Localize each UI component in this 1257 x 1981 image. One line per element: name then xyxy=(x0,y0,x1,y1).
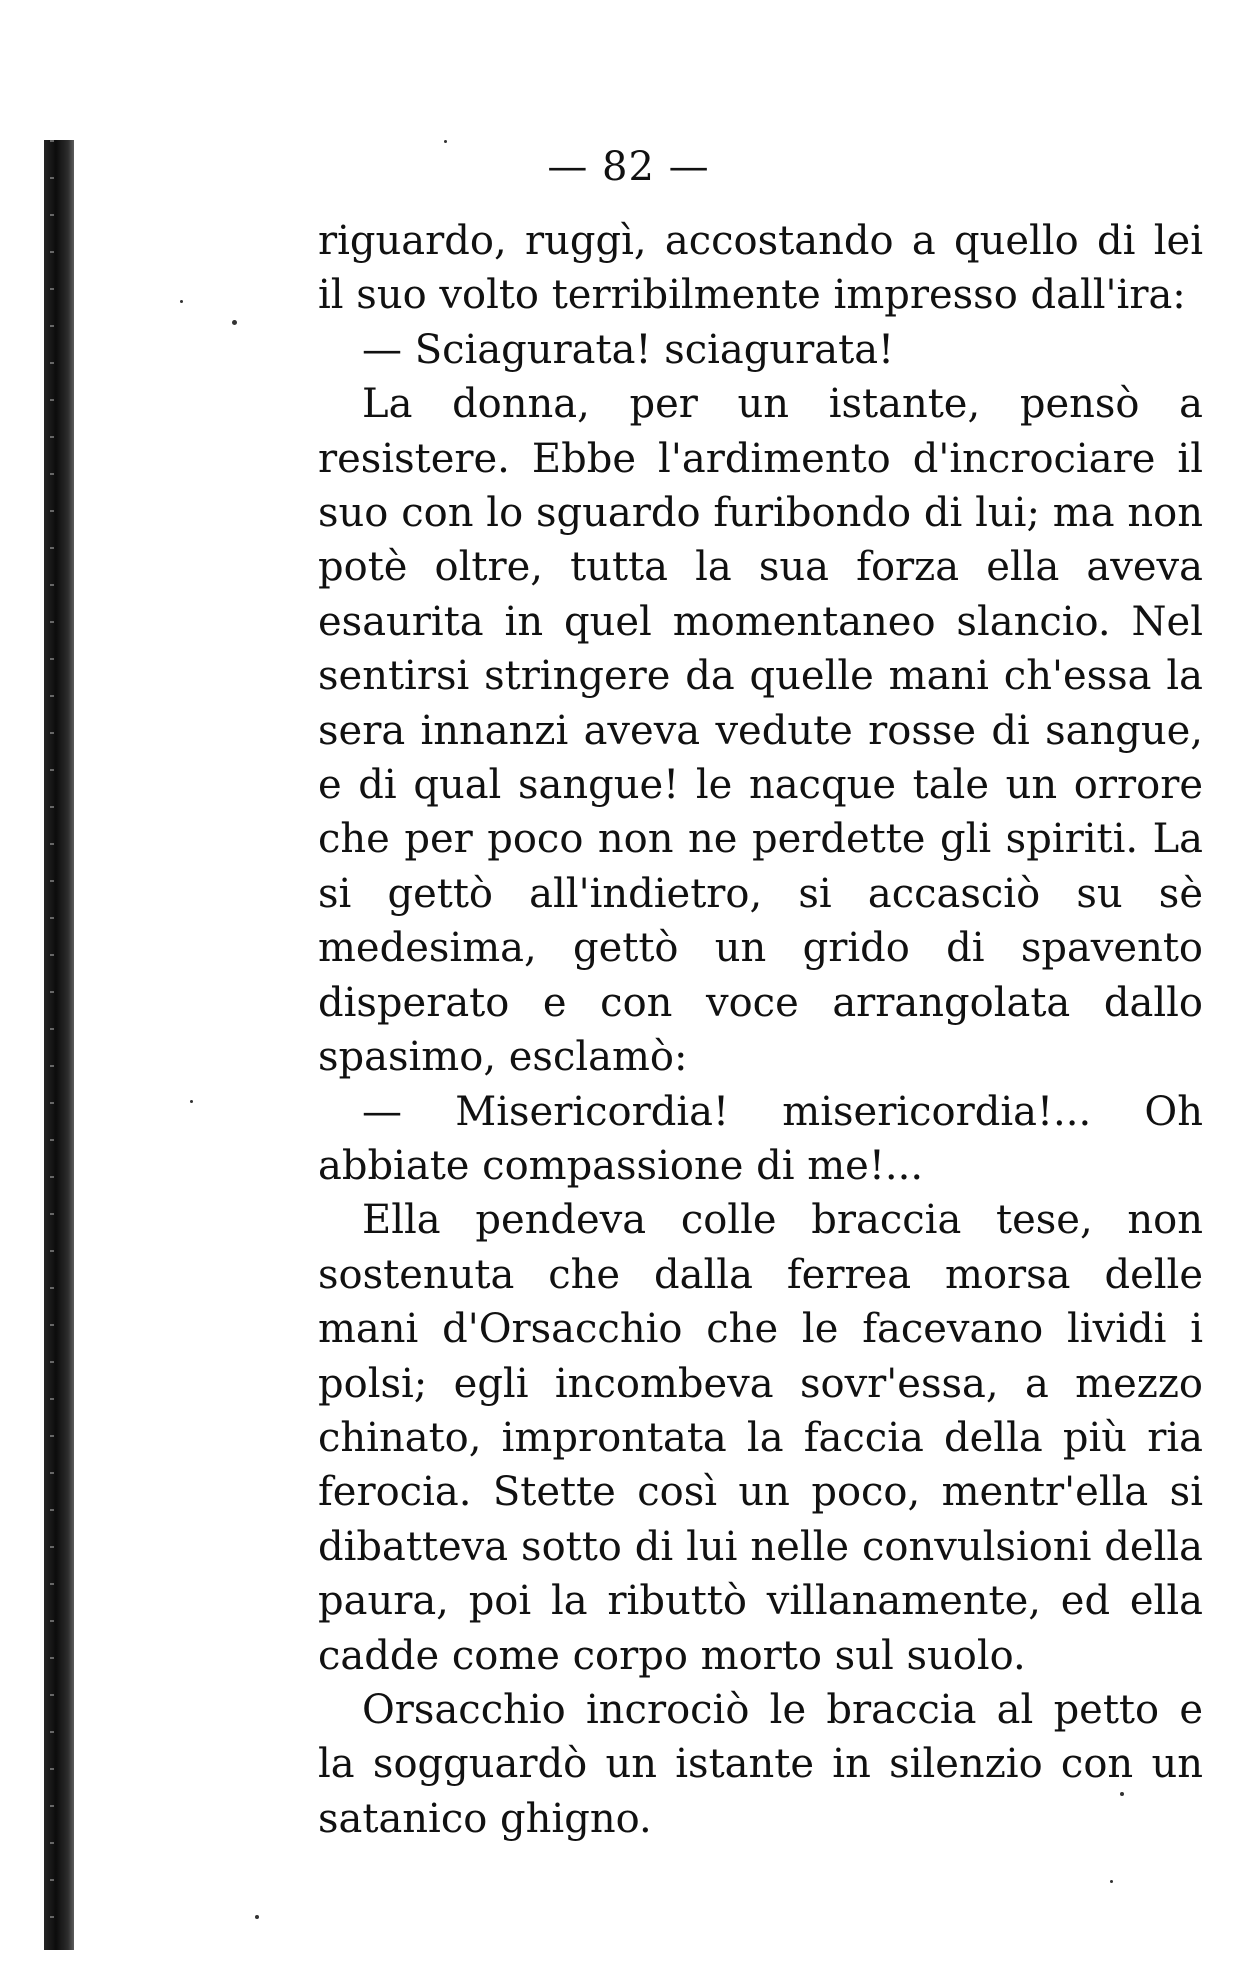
paragraph: riguardo, ruggì, accostando a quello di lei il suo volto terribilmente impresso dall'ira: xyxy=(318,218,1203,319)
paragraph: Orsacchio incrociò le braccia al petto e la sogguardò un istante in silenzio con un satanico ghigno. xyxy=(318,1686,1203,1842)
body-text xyxy=(318,214,1203,1846)
scan-speck xyxy=(180,300,183,303)
paragraph: Ella pendeva colle braccia tese, non sostenuta che dalla ferrea morsa delle mani d'Orsacchio che le facevano lividi i polsi; egli incombeva sovr'essa, a mezzo chinato, improntata la faccia della più ria ferocia. Stette così un poco, mentr'ella si dibatteva sotto di lui nelle convulsioni della paura, poi la ributtò villanamente, ed ella cadde come corpo morto sul suolo. xyxy=(318,1197,1203,1679)
scan-speck xyxy=(444,140,447,143)
scan-speck xyxy=(255,1915,259,1919)
scan-speck xyxy=(1110,1880,1113,1883)
paragraph: La donna, per un istante, pensò a resistere. Ebbe l'ardimento d'incrociare il suo con lo sguardo furibondo di lui; ma non potè oltre, tutta la sua forza ella aveva esaurita in quel momentaneo slancio. Nel sentirsi stringere da quelle mani ch'essa la sera innanzi aveva vedute rosse di sangue, e di qual sangue! le nacque tale un orrore che per poco non ne perdette gli spiriti. La si gettò all'indietro, si accasciò su sè medesima, gettò un grido di spavento disperato e con voce arrangolata dallo spasimo, esclamò: xyxy=(318,381,1203,1081)
scan-speck xyxy=(232,320,237,325)
page-number: — 82 — xyxy=(547,144,710,190)
scan-speck xyxy=(190,1100,193,1103)
paragraph: — Misericordia! misericordia!... Oh abbiate compassione di me!... xyxy=(318,1088,1203,1189)
paragraph: — Sciagurata! sciagurata! xyxy=(362,326,895,373)
book-spine-shadow xyxy=(44,140,74,1950)
